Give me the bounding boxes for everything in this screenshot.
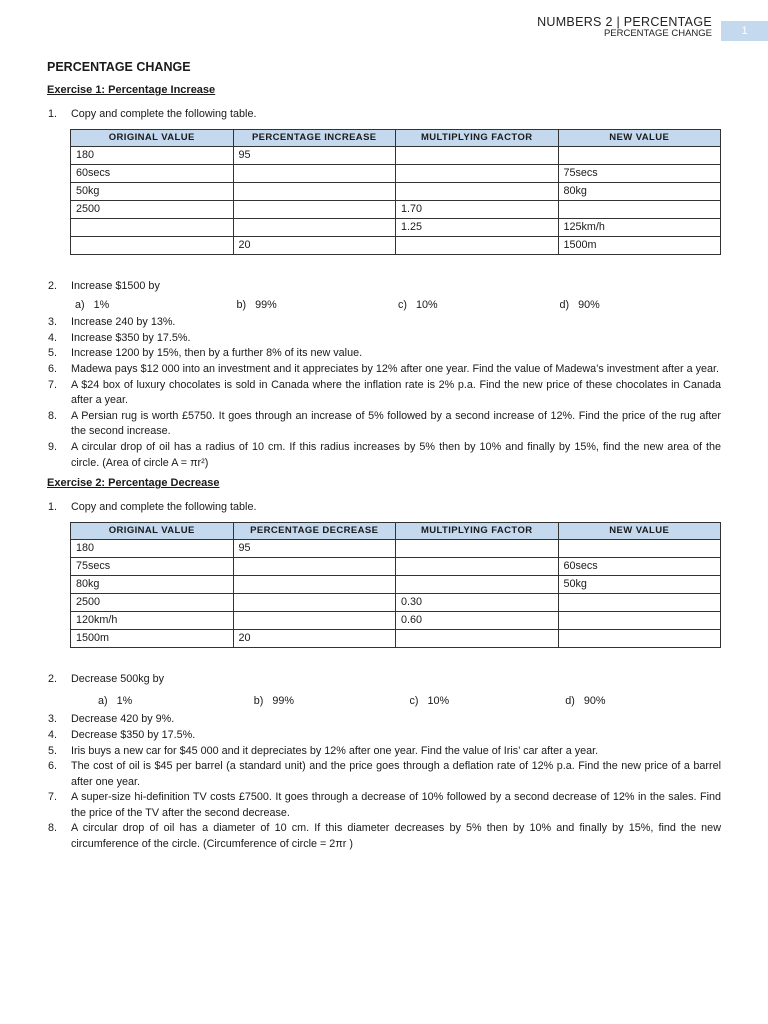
table-cell xyxy=(396,557,559,575)
question-text: Increase 1200 by 15%, then by a further 8% of its new value. xyxy=(71,347,363,360)
option-d: d) 90% xyxy=(565,695,606,708)
question-number: 4. xyxy=(48,728,58,741)
question-text: Copy and complete the following table. xyxy=(71,501,257,514)
question-item xyxy=(47,744,721,760)
option-d: d) 90% xyxy=(559,299,600,312)
table-cell: 1500m xyxy=(71,629,234,647)
question-item xyxy=(47,728,721,744)
question-text: Madewa pays $12 000 into an investment and it appreciates by 12% after one year. Find the value of Madewa’s investment after a year. xyxy=(71,362,719,375)
table-cell xyxy=(396,575,559,593)
question-number: 2. xyxy=(48,672,58,685)
question-number: 6. xyxy=(48,362,58,375)
question-text: Increase $350 by 17.5%. xyxy=(71,331,191,344)
question-number: 6. xyxy=(48,760,58,773)
table-cell xyxy=(233,557,396,575)
table-cell: 50kg xyxy=(71,182,234,200)
column-header: MULTIPLYING FACTOR xyxy=(396,129,559,146)
table-cell xyxy=(558,611,721,629)
table-cell xyxy=(558,146,721,164)
option-b: b) 99% xyxy=(236,299,277,312)
exercise-1-questions xyxy=(47,315,721,471)
exercise-2-title: Exercise 2: Percentage Decrease xyxy=(47,477,220,490)
table-cell xyxy=(233,575,396,593)
table-cell xyxy=(558,593,721,611)
question-number: 7. xyxy=(48,378,58,391)
column-header: NEW VALUE xyxy=(558,522,721,539)
question-text: Iris buys a new car for $45 000 and it depreciates by 12% after one year. Find the value of Iris’ car after a year. xyxy=(71,744,599,757)
question-text: Increase 240 by 13%. xyxy=(71,316,176,329)
question-item xyxy=(47,790,721,821)
question-text: Decrease 500kg by xyxy=(71,672,165,685)
question-number: 8. xyxy=(48,409,58,422)
exercise-1-title: Exercise 1: Percentage Increase xyxy=(47,84,216,96)
table-header-row xyxy=(71,129,721,146)
table-row xyxy=(71,557,721,575)
table-cell xyxy=(233,182,396,200)
question-number: 9. xyxy=(48,440,58,453)
question-number: 2. xyxy=(48,279,58,292)
question-text: Copy and complete the following table. xyxy=(71,108,257,120)
question-text: A circular drop of oil has a radius of 10 cm. If this radius increases by 5% then by 10% and finally by 15%, find the new area of the circle. (Area of circle A = πr²) xyxy=(71,440,721,469)
column-header: ORIGINAL VALUE xyxy=(71,522,234,539)
column-header: PERCENTAGE INCREASE xyxy=(233,129,396,146)
table-cell: 1500m xyxy=(558,236,721,254)
table-cell: 75secs xyxy=(558,164,721,182)
option-c: c) 10% xyxy=(398,299,438,312)
question-item xyxy=(47,362,721,378)
table-row xyxy=(71,236,721,254)
question-number: 4. xyxy=(48,331,58,344)
table-cell xyxy=(233,218,396,236)
question-item xyxy=(47,409,721,440)
question-number: 5. xyxy=(48,347,58,360)
table-row xyxy=(71,575,721,593)
table-cell xyxy=(396,164,559,182)
header-subtitle: PERCENTAGE CHANGE xyxy=(603,28,712,40)
exercise-1-question-1 xyxy=(47,107,721,123)
table-cell: 2500 xyxy=(71,200,234,218)
exercise-2-question-2 xyxy=(47,672,721,688)
table-header-row xyxy=(71,522,721,539)
table-row xyxy=(71,611,721,629)
question-text: Increase $1500 by xyxy=(71,279,160,292)
table-cell: 50kg xyxy=(558,575,721,593)
question-item xyxy=(47,315,721,331)
question-text: A $24 box of luxury chocolates is sold in Canada where the inflation rate is 2% p.a. Find the new price of these chocolates in Canada after a year. xyxy=(71,378,721,407)
table-cell: 95 xyxy=(233,539,396,557)
table-cell xyxy=(396,629,559,647)
column-header: ORIGINAL VALUE xyxy=(71,129,234,146)
table-row xyxy=(71,539,721,557)
table-cell xyxy=(396,146,559,164)
document-title: PERCENTAGE CHANGE xyxy=(47,60,191,74)
table-cell: 20 xyxy=(233,629,396,647)
table-cell: 120km/h xyxy=(71,611,234,629)
table-row xyxy=(71,629,721,647)
table-cell: 0.30 xyxy=(396,593,559,611)
question-item xyxy=(47,331,721,347)
table-cell: 180 xyxy=(71,146,234,164)
table-cell xyxy=(558,539,721,557)
question-item xyxy=(47,378,721,409)
exercise-2-question-1 xyxy=(47,500,721,516)
table-cell: 80kg xyxy=(558,182,721,200)
table-cell xyxy=(396,236,559,254)
table-row xyxy=(71,593,721,611)
option-b: b) 99% xyxy=(253,695,294,708)
question-number: 8. xyxy=(48,822,58,835)
question-text: Decrease 420 by 9%. xyxy=(71,713,175,726)
table-cell xyxy=(233,200,396,218)
table-cell: 60secs xyxy=(71,164,234,182)
exercise-1-q2-options xyxy=(47,299,721,311)
exercise-1-question-2 xyxy=(47,279,721,295)
table-cell xyxy=(233,164,396,182)
column-header: PERCENTAGE DECREASE xyxy=(233,522,396,539)
exercise-2-q2-options xyxy=(47,695,721,707)
table-cell: 80kg xyxy=(71,575,234,593)
header-title: NUMBERS 2 | PERCENTAGE xyxy=(537,15,712,29)
question-text: A super-size hi-definition TV costs £7500. It goes through a decrease of 10% followed by a second decrease of 12% in the sales. Find the price of the TV after the second decrease. xyxy=(71,791,721,819)
question-number: 1. xyxy=(48,108,58,120)
exercise-1-table xyxy=(70,129,721,255)
question-item xyxy=(47,759,721,790)
table-cell xyxy=(558,200,721,218)
question-number: 5. xyxy=(48,744,58,757)
table-cell: 75secs xyxy=(71,557,234,575)
exercise-2-table xyxy=(70,522,721,648)
table-row xyxy=(71,146,721,164)
option-c: c) 10% xyxy=(409,695,450,708)
page-header xyxy=(537,16,712,39)
question-text: A Persian rug is worth £5750. It goes through an increase of 5% followed by a second increase of 12%. Find the price of the rug after the second increase. xyxy=(71,409,721,438)
table-row xyxy=(71,218,721,236)
question-number: 3. xyxy=(48,713,58,726)
table-cell: 1.70 xyxy=(396,200,559,218)
table-cell xyxy=(396,539,559,557)
question-text: A circular drop of oil has a diameter of 10 cm. If this diameter decreases by 5% then by 10% and finally by 15%, find the new circumference of the circle. (Circumference of circle = 2πr ) xyxy=(71,822,721,851)
question-text: The cost of oil is $45 per barrel (a standard unit) and the price goes through a deflation rate of 12% p.a. Find the new price of a barrel after one year. xyxy=(71,760,721,788)
table-cell xyxy=(233,611,396,629)
table-cell: 95 xyxy=(233,146,396,164)
option-a: a) 1% xyxy=(75,299,110,312)
table-cell: 60secs xyxy=(558,557,721,575)
question-item xyxy=(47,821,721,852)
table-cell: 180 xyxy=(71,539,234,557)
question-item xyxy=(47,440,721,471)
question-number: 7. xyxy=(48,791,58,804)
table-row xyxy=(71,182,721,200)
table-row xyxy=(71,200,721,218)
table-cell xyxy=(233,593,396,611)
table-cell xyxy=(71,218,234,236)
table-cell: 20 xyxy=(233,236,396,254)
table-cell: 2500 xyxy=(71,593,234,611)
option-a: a) 1% xyxy=(98,695,133,708)
column-header: MULTIPLYING FACTOR xyxy=(396,522,559,539)
table-cell xyxy=(71,236,234,254)
table-cell xyxy=(558,629,721,647)
question-number: 3. xyxy=(48,316,58,329)
column-header: NEW VALUE xyxy=(558,129,721,146)
document-body xyxy=(47,56,721,853)
table-cell: 0.60 xyxy=(396,611,559,629)
question-number: 1. xyxy=(48,501,58,514)
table-cell: 1.25 xyxy=(396,218,559,236)
question-text: Decrease $350 by 17.5%. xyxy=(71,728,196,741)
table-row xyxy=(71,164,721,182)
page-number-badge: 1 xyxy=(721,21,768,41)
table-cell xyxy=(396,182,559,200)
table-cell: 125km/h xyxy=(558,218,721,236)
question-item xyxy=(47,346,721,362)
question-item xyxy=(47,712,721,728)
exercise-2-questions xyxy=(47,712,721,852)
